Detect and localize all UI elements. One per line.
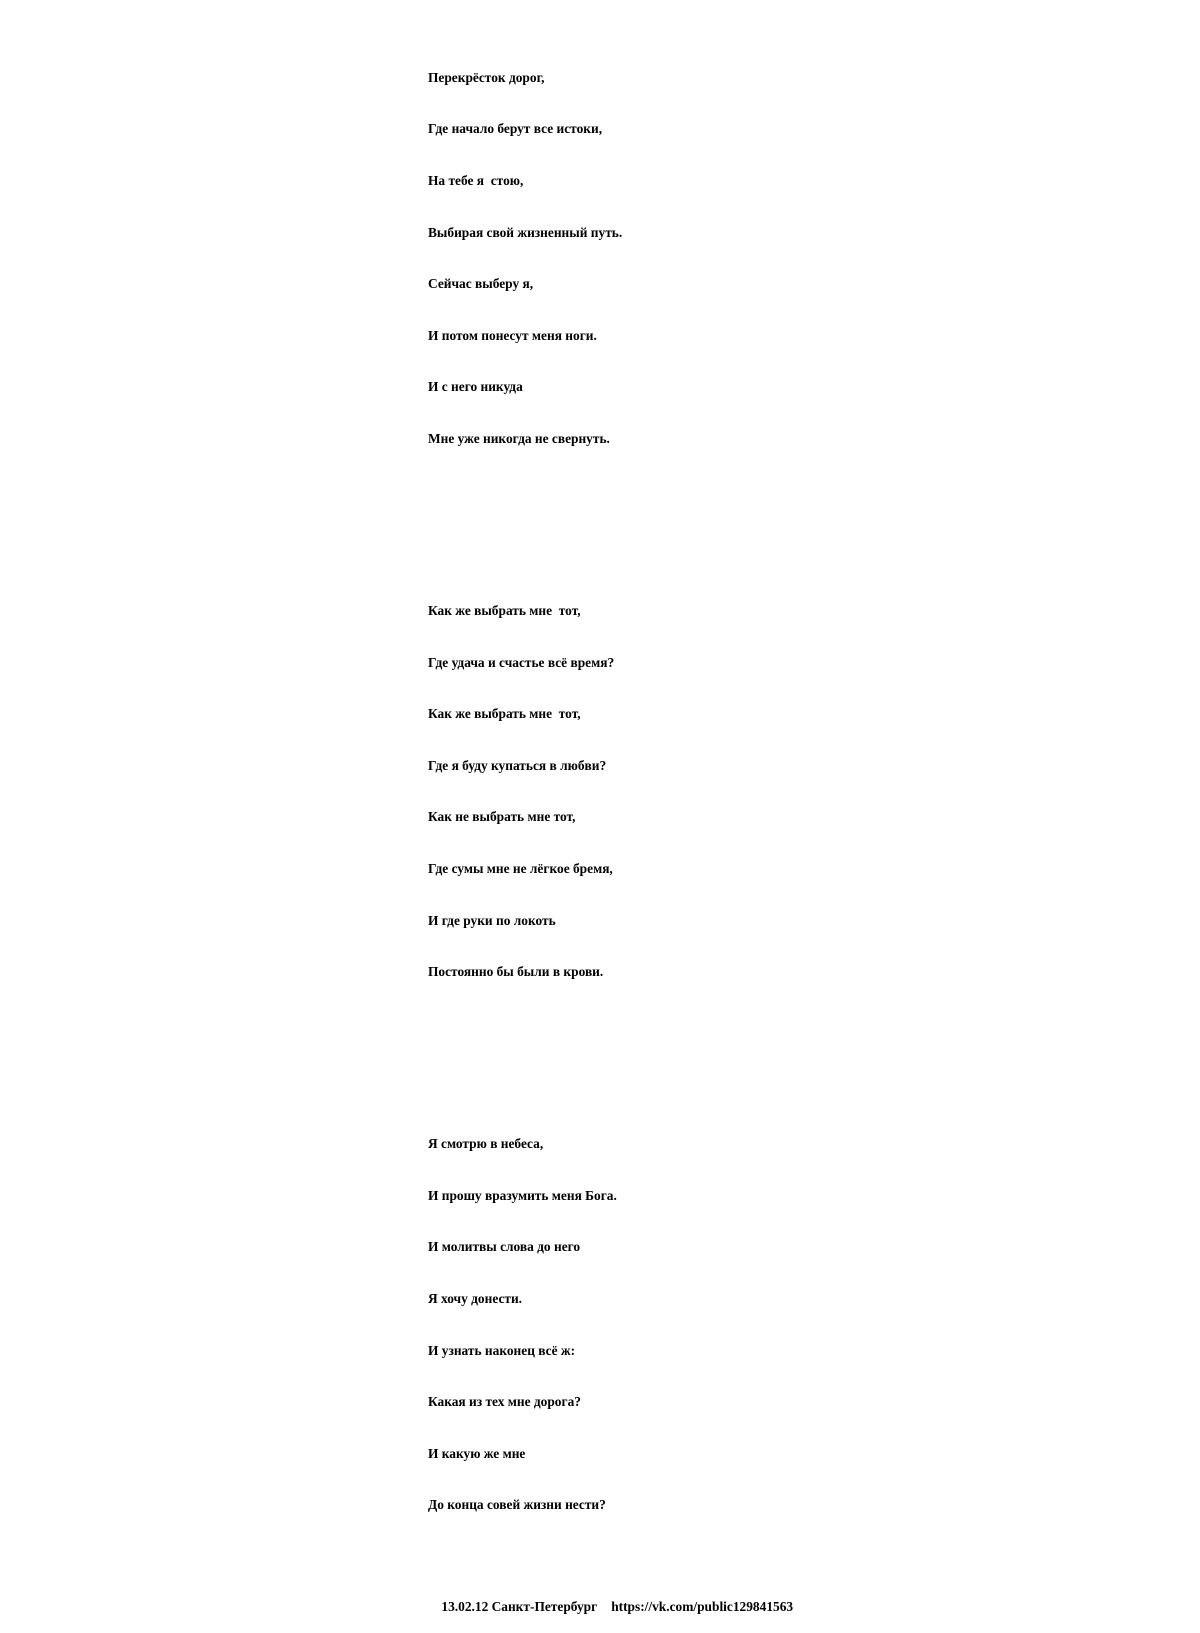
- poem-line: И с него никуда: [428, 379, 523, 395]
- poem-line: Где я буду купаться в любви?: [428, 757, 607, 773]
- stanza-3: [428, 1101, 1188, 1548]
- poem-line: Какая из тех мне дорога?: [428, 1394, 581, 1410]
- poem-line: Как не выбрать мне тот,: [428, 809, 576, 825]
- poem-line: Как же выбрать мне тот,: [428, 706, 581, 722]
- poem-line: Перекрёсток дорог,: [428, 69, 545, 85]
- poem-line: Я хочу донести.: [428, 1290, 523, 1306]
- poem-line: До конца совей жизни нести?: [428, 1497, 606, 1513]
- poem-line: Где начало берут все истоки,: [428, 121, 603, 137]
- poem-line: И молитвы слова до него: [428, 1239, 581, 1255]
- poem-line: Выбирая свой жизненный путь.: [428, 224, 623, 240]
- poem-line: И прошу вразумить меня Бога.: [428, 1187, 617, 1203]
- stanza-2: [428, 568, 1188, 1015]
- stanza-divider: [428, 516, 1188, 533]
- poem-line: Сейчас выберу я,: [428, 276, 534, 292]
- poem-line: Где удача и счастье всё время?: [428, 654, 615, 670]
- poem-line: И где руки по локоть: [428, 912, 556, 928]
- poem-text: [428, 0, 1188, 1616]
- poem-line: Как же выбрать мне тот,: [428, 602, 581, 618]
- poem-line: И какую же мне: [428, 1445, 526, 1461]
- poem-line: Я смотрю в небеса,: [428, 1136, 544, 1152]
- poem-line: И потом понесут меня ноги.: [428, 327, 597, 343]
- poem-line: На тебе я стою,: [428, 173, 524, 188]
- poem-line: Постоянно бы были в крови.: [428, 964, 604, 980]
- vk-link[interactable]: https://vk.com/public129841563: [611, 1599, 794, 1615]
- poem-footer: [428, 1581, 1188, 1615]
- poem-line: Мне уже никогда не свернуть.: [428, 430, 610, 446]
- date-place: 13.02.12 Санкт-Петербург: [441, 1599, 598, 1615]
- stanza-1: [428, 34, 1188, 481]
- stanza-divider: [428, 1049, 1188, 1066]
- poem-line: Где сумы мне не лёгкое бремя,: [428, 860, 613, 876]
- poem-line: И узнать наконец всё ж:: [428, 1342, 576, 1358]
